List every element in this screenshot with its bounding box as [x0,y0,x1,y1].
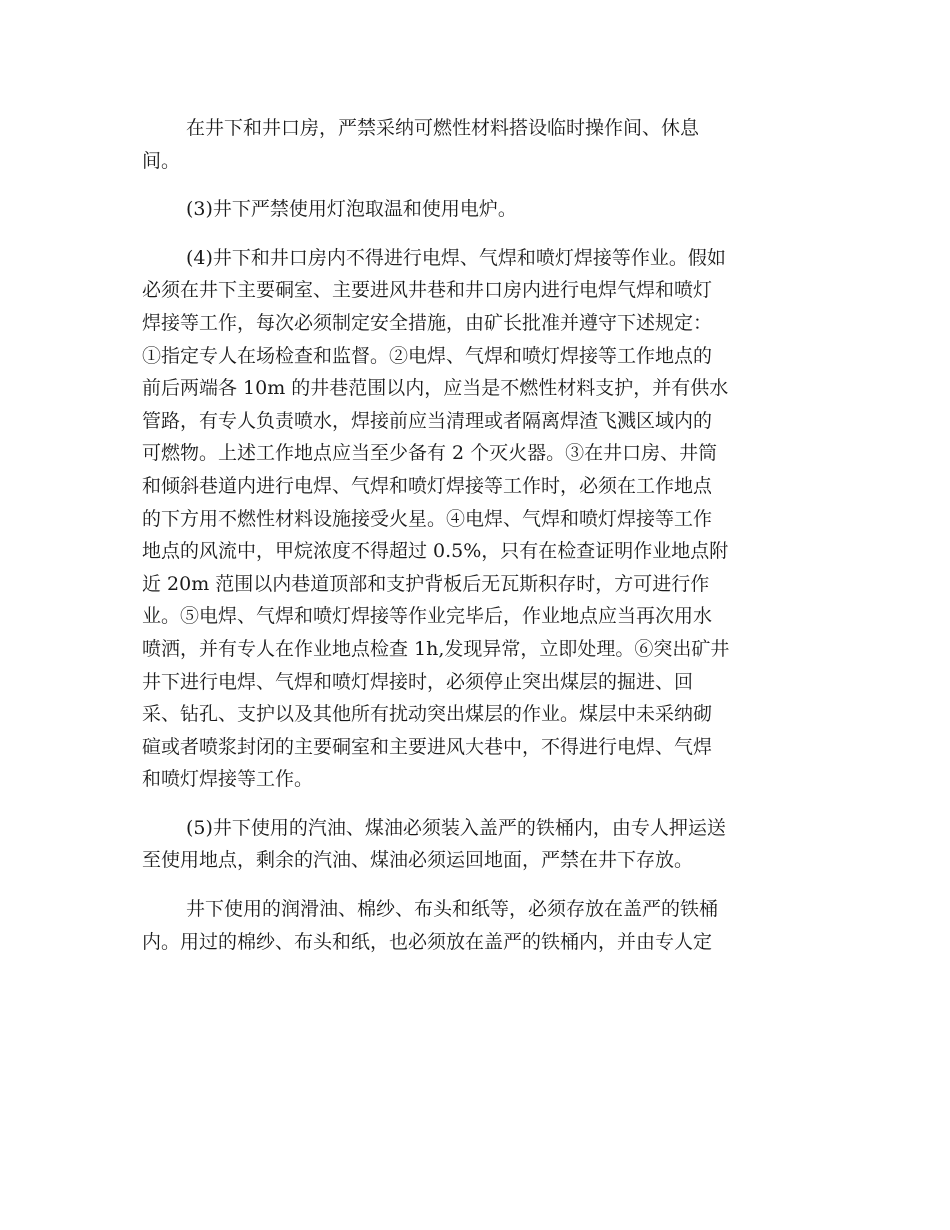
text-line: 至使用地点，剩余的汽油、煤油必须运回地面，严禁在井下存放。 [142,849,694,872]
text-line: 间。 [142,149,181,172]
text-line: 近 20m 范围以内巷道顶部和支护背板后无瓦斯积存时，方可进行作 [142,572,710,595]
text-line: 地点的风流中，甲烷浓度不得超过 0.5%，只有在检查证明作业地点附 [142,540,729,563]
paragraph-1 [142,112,812,177]
text-line: 井下进行电焊、气焊和喷灯焊接时，必须停止突出煤层的掘进、回 [142,670,694,693]
text-line: 必须在井下主要硐室、主要进风井巷和井口房内进行电焊气焊和喷灯 [142,279,713,302]
text-line: 和喷灯焊接等工作。 [142,768,314,791]
text-line: (4)井下和井口房内不得进行电焊、气焊和喷灯焊接等作业。假如 [186,246,726,269]
text-line: 可燃物。上述工作地点应当至少备有 2 个灭火器。③在井口房、井筒 [142,442,718,465]
text-line: 和倾斜巷道内进行电焊、气焊和喷灯焊接等工作时，必须在工作地点 [142,474,713,497]
document-body [142,112,812,958]
paragraph-3 [142,242,812,796]
text-line: 的下方用不燃性材料设施接受火星。④电焊、气焊和喷灯焊接等工作 [142,507,713,530]
text-line: 焊接等工作，每次必须制定安全措施，由矿长批准并遵守下述规定： [142,311,713,334]
text-line: (5)井下使用的汽油、煤油必须装入盖严的铁桶内，由专人押运送 [186,816,726,839]
text-line: (3)井下严禁使用灯泡取温和使用电炉。 [186,198,517,221]
text-line: 前后两端各 10m 的井巷范围以内，应当是不燃性材料支护，并有供水 [142,377,729,400]
text-line: 管路，有专人负责喷水，焊接前应当清理或者隔离焊渣飞溅区域内的 [142,409,713,432]
paragraph-5 [142,893,812,958]
text-line: 井下使用的润滑油、棉纱、布头和纸等，必须存放在盖严的铁桶 [186,898,719,921]
text-line: ①指定专人在场检查和监督。②电焊、气焊和喷灯焊接等工作地点的 [142,344,713,367]
text-line: 碹或者喷浆封闭的主要硐室和主要进风大巷中，不得进行电焊、气焊 [142,735,713,758]
text-line: 在井下和井口房，严禁采纳可燃性材料搭设临时操作间、休息 [186,117,700,139]
text-line: 采、钻孔、支护以及其他所有扰动突出煤层的作业。煤层中未采纳砌 [142,703,713,726]
paragraph-2 [142,193,812,226]
text-line: 喷洒，并有专人在作业地点检查 1h,发现异常，立即处理。⑥突出矿井 [142,637,730,660]
text-line: 内。用过的棉纱、布头和纸，也必须放在盖严的铁桶内，并由专人定 [142,930,713,953]
paragraph-4 [142,812,812,877]
text-line: 业。⑤电焊、气焊和喷灯焊接等作业完毕后，作业地点应当再次用水 [142,605,713,628]
